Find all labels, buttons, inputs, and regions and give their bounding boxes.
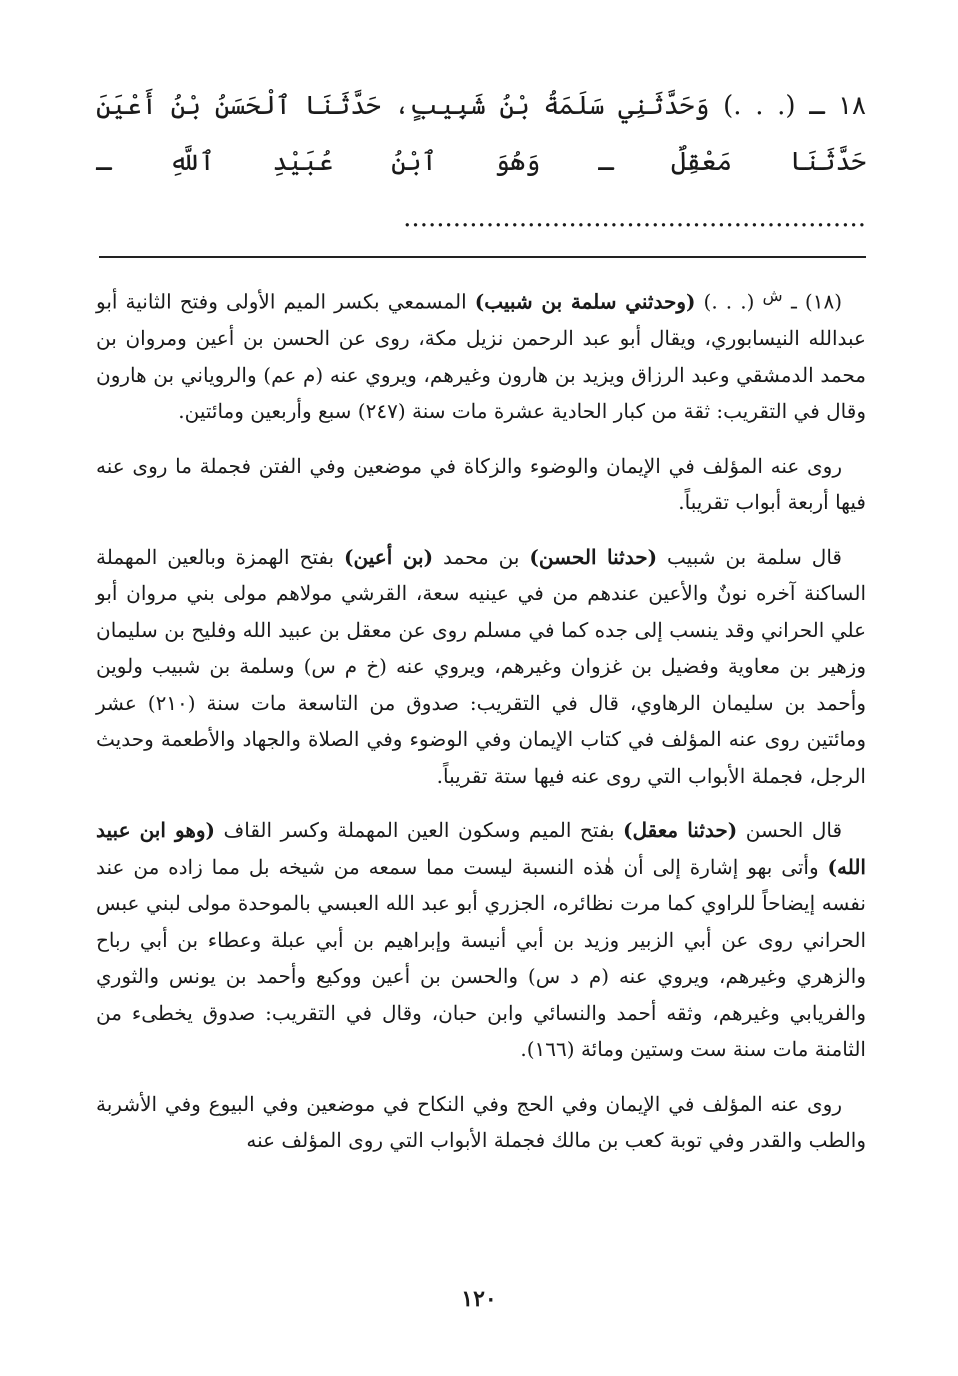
commentary-number: (١٨) ـ (782, 289, 842, 314)
hadith-dots: ........................................................ (403, 203, 866, 233)
commentary-text: قال الحسن (737, 818, 843, 843)
page-body (96, 78, 866, 1177)
bold-phrase: (بن أعين) (344, 544, 434, 569)
commentary-paragraph-2: روى عنه المؤلف في الإيمان والوضوء والزكاة في موضعين وفي الفتن فجملة ما روى عنه فيها أربعة أبواب تقريباً. (96, 453, 866, 515)
commentary-text: بن محمد (433, 544, 530, 569)
sharh-mark: ش (762, 286, 783, 305)
commentary-text: وأتى بهو إشارة إلى أن هٰذه النسبة ليست مما سمعه من شيخه بل مما زاده من عند نفسه إيضاحاً للراوي كما مرت نظائره، الجزري أبو عبد الله العبسي بالموحدة مولى لبني عبس الحراني روى عن أبي الزبير وزيد بن أبي أنيسة وإبراهيم بن أبي عبلة وعطاء بن أبي رباح والزهري وغيرهم، ويروي عنه (م د س) والحسن بن أعين ووكيع وأحمد بن يونس والثوري والفريابي وغيرهم، وثقه أحمد والنسائي وابن حبان، وقال في التقريب: صدوق يخطىء من الثامنة مات سنة ست وستين ومائة (١٦٦). (96, 854, 866, 1062)
commentary-text: بفتح الميم وسكون العين المهملة وكسر القاف (215, 818, 624, 843)
bold-phrase: (وهو ابن عبيد الله) (96, 818, 866, 879)
page-number: ١٢٠ (461, 1286, 497, 1312)
bold-phrase: (حدثنا الحسن) (529, 544, 658, 569)
footnote-divider (99, 256, 866, 258)
hadith-line: ١٨ ـ (. . .) وَحَدَّثَنِي سَلَمَةُ بْنُ شَبِيبٍ، حَدَّثَنَا ٱلْحَسَنُ بْنُ أَعْيَنَ حَدَّثَنَا مَعْقِلٌ ـ وَهُوَ ٱبْنُ عُبَيْدِ ٱللَّهِ ـ (96, 91, 866, 177)
bold-phrase: (وحدثني سلمة بن شبيب) (474, 289, 696, 314)
commentary-text: قال سلمة بن شبيب (657, 544, 842, 569)
commentary-paragraph-3 (96, 539, 866, 795)
hadith-text (96, 78, 866, 246)
commentary-paragraph-1 (96, 278, 866, 430)
commentary-text: بفتح الهمزة وبالعين المهملة الساكنة آخره نونٌ والأعين عندهم من في عينيه سعة، القرشي مولاهم مولى بني مروان أبو علي الحراني وقد ينسب إلى جده كما في مسلم روى عن معقل بن عبيد الله وفليح بن سليمان وزهير بن معاوية وفضيل بن غزوان وغيرهم، ويروي عنه (خ م س) وسلمة بن شبيب ولوين وأحمد بن سليمان الرهاوي، قال في التقريب: صدوق من التاسعة مات سنة (٢١٠) عشر ومائتين روى عنه المؤلف في كتاب الإيمان وفي الوضوء وفي الصلاة والجهاد والأطعمة وحديث الرجل، فجملة الأبواب التي روى عنه فيها ستة تقريباً. (96, 544, 866, 788)
commentary-text: المسمعي بكسر الميم الأولى وفتح الثانية أبو عبدالله النيسابوري، ويقال أبو عبد الرحمن نزيل مكة، روى عن الحسن بن أعين ومروان بن محمد الدمشقي وعبد الرزاق ويزيد بن هارون وغيرهم، ويروي عنه (م عم) والروياني بن هارون وقال في التقريب: ثقة من كبار الحادية عشرة مات سنة (٢٤٧) سبع وأربعين ومائتين. (96, 289, 866, 424)
bold-phrase: (حدثنا معقل) (623, 818, 738, 843)
ellipsis: (. . .) (695, 289, 763, 314)
commentary-paragraph-5: روى عنه المؤلف في الإيمان وفي الحج وفي النكاح في موضعين وفي البيوع وفي الأشربة والطب والقدر وفي توبة كعب بن مالك فجملة الأبواب التي روى المؤلف عنه (96, 1091, 866, 1153)
commentary-paragraph-4 (96, 812, 866, 1068)
